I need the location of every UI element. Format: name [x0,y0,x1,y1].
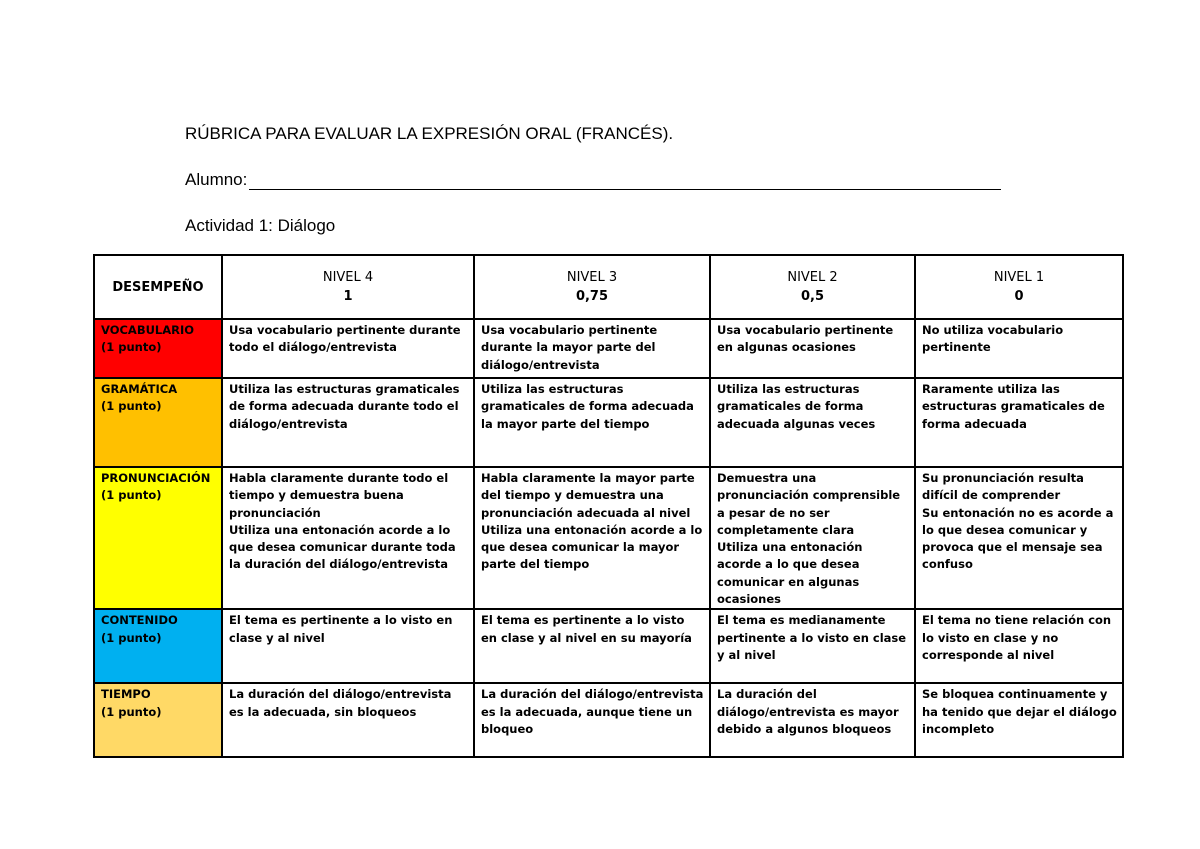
descriptor-cell [710,683,915,757]
document-title: RÚBRICA PARA EVALUAR LA EXPRESIÓN ORAL (FRANCÉS). [185,124,674,143]
descriptor-text: Se bloquea continuamente y ha tenido que dejar el diálogo incompleto [922,687,1117,736]
descriptor-cell [222,378,474,467]
student-name-line [185,170,1001,190]
descriptor-text: El tema es medianamente pertinente a lo visto en clase y al nivel [717,613,907,662]
descriptor-text: El tema es pertinente a lo visto en clase y al nivel [229,613,453,645]
criterion-points: (1 punto) [101,399,162,414]
descriptor-text: Utiliza las estructuras gramaticales de forma adecuada durante todo el diálogo/entrevista [229,382,460,431]
descriptor-text: Utiliza una entonación acorde a lo que desea comunicar la mayor parte del tiempo [481,522,703,572]
header-level-3 [474,255,710,319]
descriptor-text: No utiliza vocabulario pertinente [922,323,1064,355]
descriptor-cell [222,609,474,683]
descriptor-text: Habla claramente la mayor parte del tiempo y demuestra una pronunciación adecuada al nivel [481,471,695,520]
level-points: 0,5 [800,289,825,304]
descriptor-text: El tema es pertinente a lo visto en clase y al nivel en su mayoría [481,613,692,645]
descriptor-text: La duración del diálogo/entrevista es la adecuada, aunque tiene un bloqueo [481,687,704,736]
descriptor-cell [710,609,915,683]
descriptor-text: Su pronunciación resulta difícil de comprender [922,471,1084,503]
criterion-name: GRAMÁTICA [101,382,178,396]
criterion-points: (1 punto) [101,704,162,719]
descriptor-cell [474,319,710,378]
header-level-1 [915,255,1123,319]
descriptor-cell [474,467,710,609]
student-label: Alumno: [185,170,248,189]
level-name: NIVEL 2 [787,270,838,285]
descriptor-cell [915,683,1123,757]
rubric-row-tiempo [94,683,1123,757]
descriptor-cell [222,319,474,378]
level-name: NIVEL 3 [566,270,618,285]
criterion-cell [94,609,222,683]
criterion-name: TIEMPO [101,687,151,702]
descriptor-text: Utiliza una entonación acorde a lo que desea comunicar durante toda la duración del diálogo/entrevista [229,522,456,572]
criterion-points: (1 punto) [101,630,162,645]
activity-label: Actividad 1: Diálogo [185,216,336,235]
criterion-points: (1 punto) [101,488,162,503]
rubric-row-pronunciacion [94,467,1123,609]
header-level-4 [222,255,474,319]
descriptor-cell [915,467,1123,609]
level-name: NIVEL 4 [322,270,374,285]
descriptor-text: Usa vocabulario pertinente durante la mayor parte del diálogo/entrevista [481,323,658,372]
descriptor-text: Usa vocabulario pertinente durante todo el diálogo/entrevista [229,323,461,355]
descriptor-cell [474,683,710,757]
descriptor-cell [710,378,915,467]
criterion-name: VOCABULARIO [101,323,195,337]
descriptor-cell [915,319,1123,378]
descriptor-cell [915,609,1123,683]
descriptor-cell [915,378,1123,467]
header-level-2 [710,255,915,319]
descriptor-cell [474,609,710,683]
rubric-row-gramatica [94,378,1123,467]
level-points: 1 [343,289,353,304]
descriptor-text: Demuestra una pronunciación comprensible a pesar de no ser completamente clara [717,471,901,537]
descriptor-cell [474,378,710,467]
descriptor-cell [222,683,474,757]
student-name-blank [249,173,1001,190]
descriptor-text: Utiliza las estructuras gramaticales de forma adecuada algunas veces [717,382,876,431]
descriptor-cell [710,467,915,609]
criterion-cell [94,378,222,467]
descriptor-cell [710,319,915,378]
descriptor-text: Utiliza las estructuras gramaticales de forma adecuada la mayor parte del tiempo [481,382,694,431]
level-points: 0,75 [575,289,609,304]
level-points: 0 [1014,289,1024,304]
descriptor-text: Utiliza una entonación acorde a lo que desea comunicar en algunas ocasiones [717,540,863,607]
rubric-row-contenido [94,609,1123,683]
descriptor-text: La duración del diálogo/entrevista es mayor debido a algunos bloqueos [717,687,899,736]
descriptor-text: Su entonación no es acorde a lo que desea comunicar y provoca que el mensaje sea confuso [922,505,1114,572]
descriptor-text: Usa vocabulario pertinente en algunas ocasiones [717,323,894,355]
rubric-header-row [94,255,1123,319]
criterion-cell [94,319,222,378]
rubric-table [93,254,1124,758]
header-criterion: DESEMPEÑO [94,255,222,319]
criterion-points: (1 punto) [101,340,162,355]
criterion-cell [94,467,222,609]
rubric-row-vocabulario [94,319,1123,378]
descriptor-cell [222,467,474,609]
descriptor-text: El tema no tiene relación con lo visto en clase y no corresponde al nivel [922,613,1112,662]
descriptor-text: Habla claramente durante todo el tiempo y demuestra buena pronunciación [229,471,449,520]
level-name: NIVEL 1 [993,270,1045,285]
criterion-name: CONTENIDO [101,613,178,628]
descriptor-text: La duración del diálogo/entrevista es la adecuada, sin bloqueos [229,687,452,719]
criterion-name: PRONUNCIACIÓN [101,471,211,485]
descriptor-text: Raramente utiliza las estructuras gramaticales de forma adecuada [922,382,1105,431]
criterion-cell [94,683,222,757]
